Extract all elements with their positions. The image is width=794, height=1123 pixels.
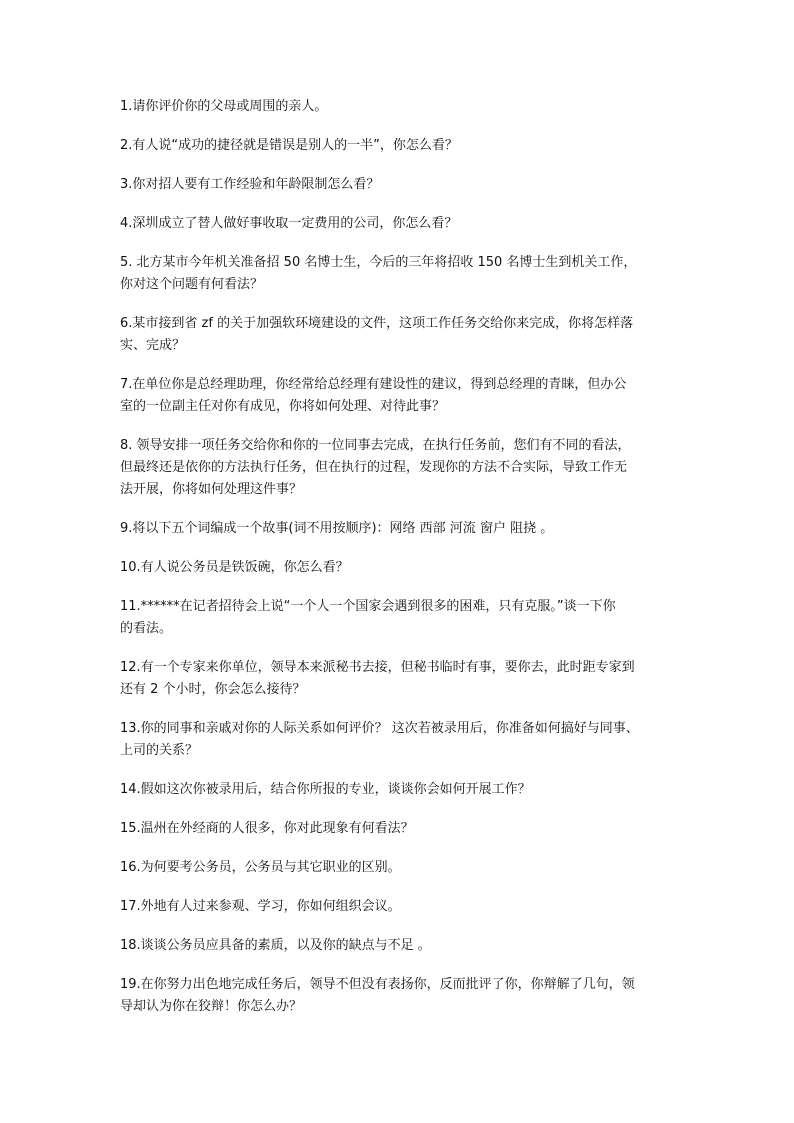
question-text-line: 15.温州在外经商的人很多，你对此现象有何看法？ xyxy=(120,821,414,836)
question-item xyxy=(120,213,680,235)
question-text-line: 2.有人说“成功的捷径就是错误是别人的一半”，你怎么看？ xyxy=(120,138,458,153)
question-item xyxy=(120,857,680,879)
question-text-line: 9.将以下五个词编成一个故事(词不用按顺序)：网络 西部 河流 窗户 阻挠 。 xyxy=(120,521,554,536)
question-text-line: 的看法。 xyxy=(120,621,173,636)
question-text-line: 1.请你评价你的父母或周围的亲人。 xyxy=(120,99,328,114)
question-text-line: 3.你对招人要有工作经验和年龄限制怎么看？ xyxy=(120,177,380,192)
question-text-line: 11.******在记者招待会上说“一个人一个国家会遇到很多的困难，只有克服。”谈一下你 xyxy=(120,599,616,614)
question-item xyxy=(120,657,680,701)
question-text-line: 6.某市接到省 zf 的关于加强软环境建设的文件，这项工作任务交给你来完成，你将怎样落 xyxy=(120,316,634,331)
question-item xyxy=(120,596,680,640)
question-item xyxy=(120,174,680,196)
question-item xyxy=(120,818,680,840)
question-text-line: 12.有一个专家来你单位，领导本来派秘书去接，但秘书临时有事，要你去，此时距专家到 xyxy=(120,660,635,675)
question-text-line: 但最终还是依你的方法执行任务，但在执行的过程，发现你的方法不合实际，导致工作无 xyxy=(120,460,628,475)
question-text-line: 还有 2 个小时，你会怎么接待？ xyxy=(120,682,306,697)
question-text-line: 18.谈谈公务员应具备的素质，以及你的缺点与不足 。 xyxy=(120,938,431,953)
question-item xyxy=(120,374,680,418)
question-text-line: 19.在你努力出色地完成任务后，领导不但没有表扬你，反而批评了你，你辩解了几句，领 xyxy=(120,977,635,992)
question-text-line: 4.深圳成立了替人做好事收取一定费用的公司，你怎么看？ xyxy=(120,216,458,231)
question-text-line: 5. 北方某市今年机关准备招 50 名博士生，今后的三年将招收 150 名博士生到机关工作， xyxy=(120,255,637,270)
question-item xyxy=(120,96,680,118)
question-text-line: 17.外地有人过来参观、学习，你如何组织会议。 xyxy=(120,899,401,914)
question-text-line: 10.有人说公务员是铁饭碗，你怎么看？ xyxy=(120,560,349,575)
question-text-line: 16.为何要考公务员，公务员与其它职业的区别。 xyxy=(120,860,401,875)
question-item xyxy=(120,557,680,579)
question-item xyxy=(120,935,680,957)
question-text-line: 7.在单位你是总经理助理，你经常给总经理有建设性的建议，得到总经理的青睐，但办公 xyxy=(120,377,627,392)
question-item xyxy=(120,718,680,762)
question-item xyxy=(120,252,680,296)
question-text-line: 13.你的同事和亲戚对你的人际关系如何评价？ 这次若被录用后，你准备如何搞好与同事、 xyxy=(120,721,639,736)
question-text-line: 室的一位副主任对你有成见，你将如何处理、对待此事？ xyxy=(120,399,446,414)
question-item xyxy=(120,135,680,157)
question-text-line: 导却认为你在狡辩！你怎么办？ xyxy=(120,999,303,1014)
question-text-line: 14.假如这次你被录用后，结合你所报的专业，谈谈你会如何开展工作？ xyxy=(120,782,531,797)
question-item xyxy=(120,779,680,801)
question-item xyxy=(120,435,680,501)
question-list xyxy=(120,96,680,1018)
question-item xyxy=(120,518,680,540)
question-item xyxy=(120,896,680,918)
document-page xyxy=(120,96,680,1035)
question-text-line: 法开展，你将如何处理这件事？ xyxy=(120,482,303,497)
question-text-line: 实、完成？ xyxy=(120,338,186,353)
question-text-line: 你对这个问题有何看法？ xyxy=(120,277,264,292)
question-item xyxy=(120,974,680,1018)
question-text-line: 8. 领导安排一项任务交给你和你的一位同事去完成，在执行任务前，您们有不同的看法， xyxy=(120,438,631,453)
question-text-line: 上司的关系？ xyxy=(120,743,199,758)
question-item xyxy=(120,313,680,357)
